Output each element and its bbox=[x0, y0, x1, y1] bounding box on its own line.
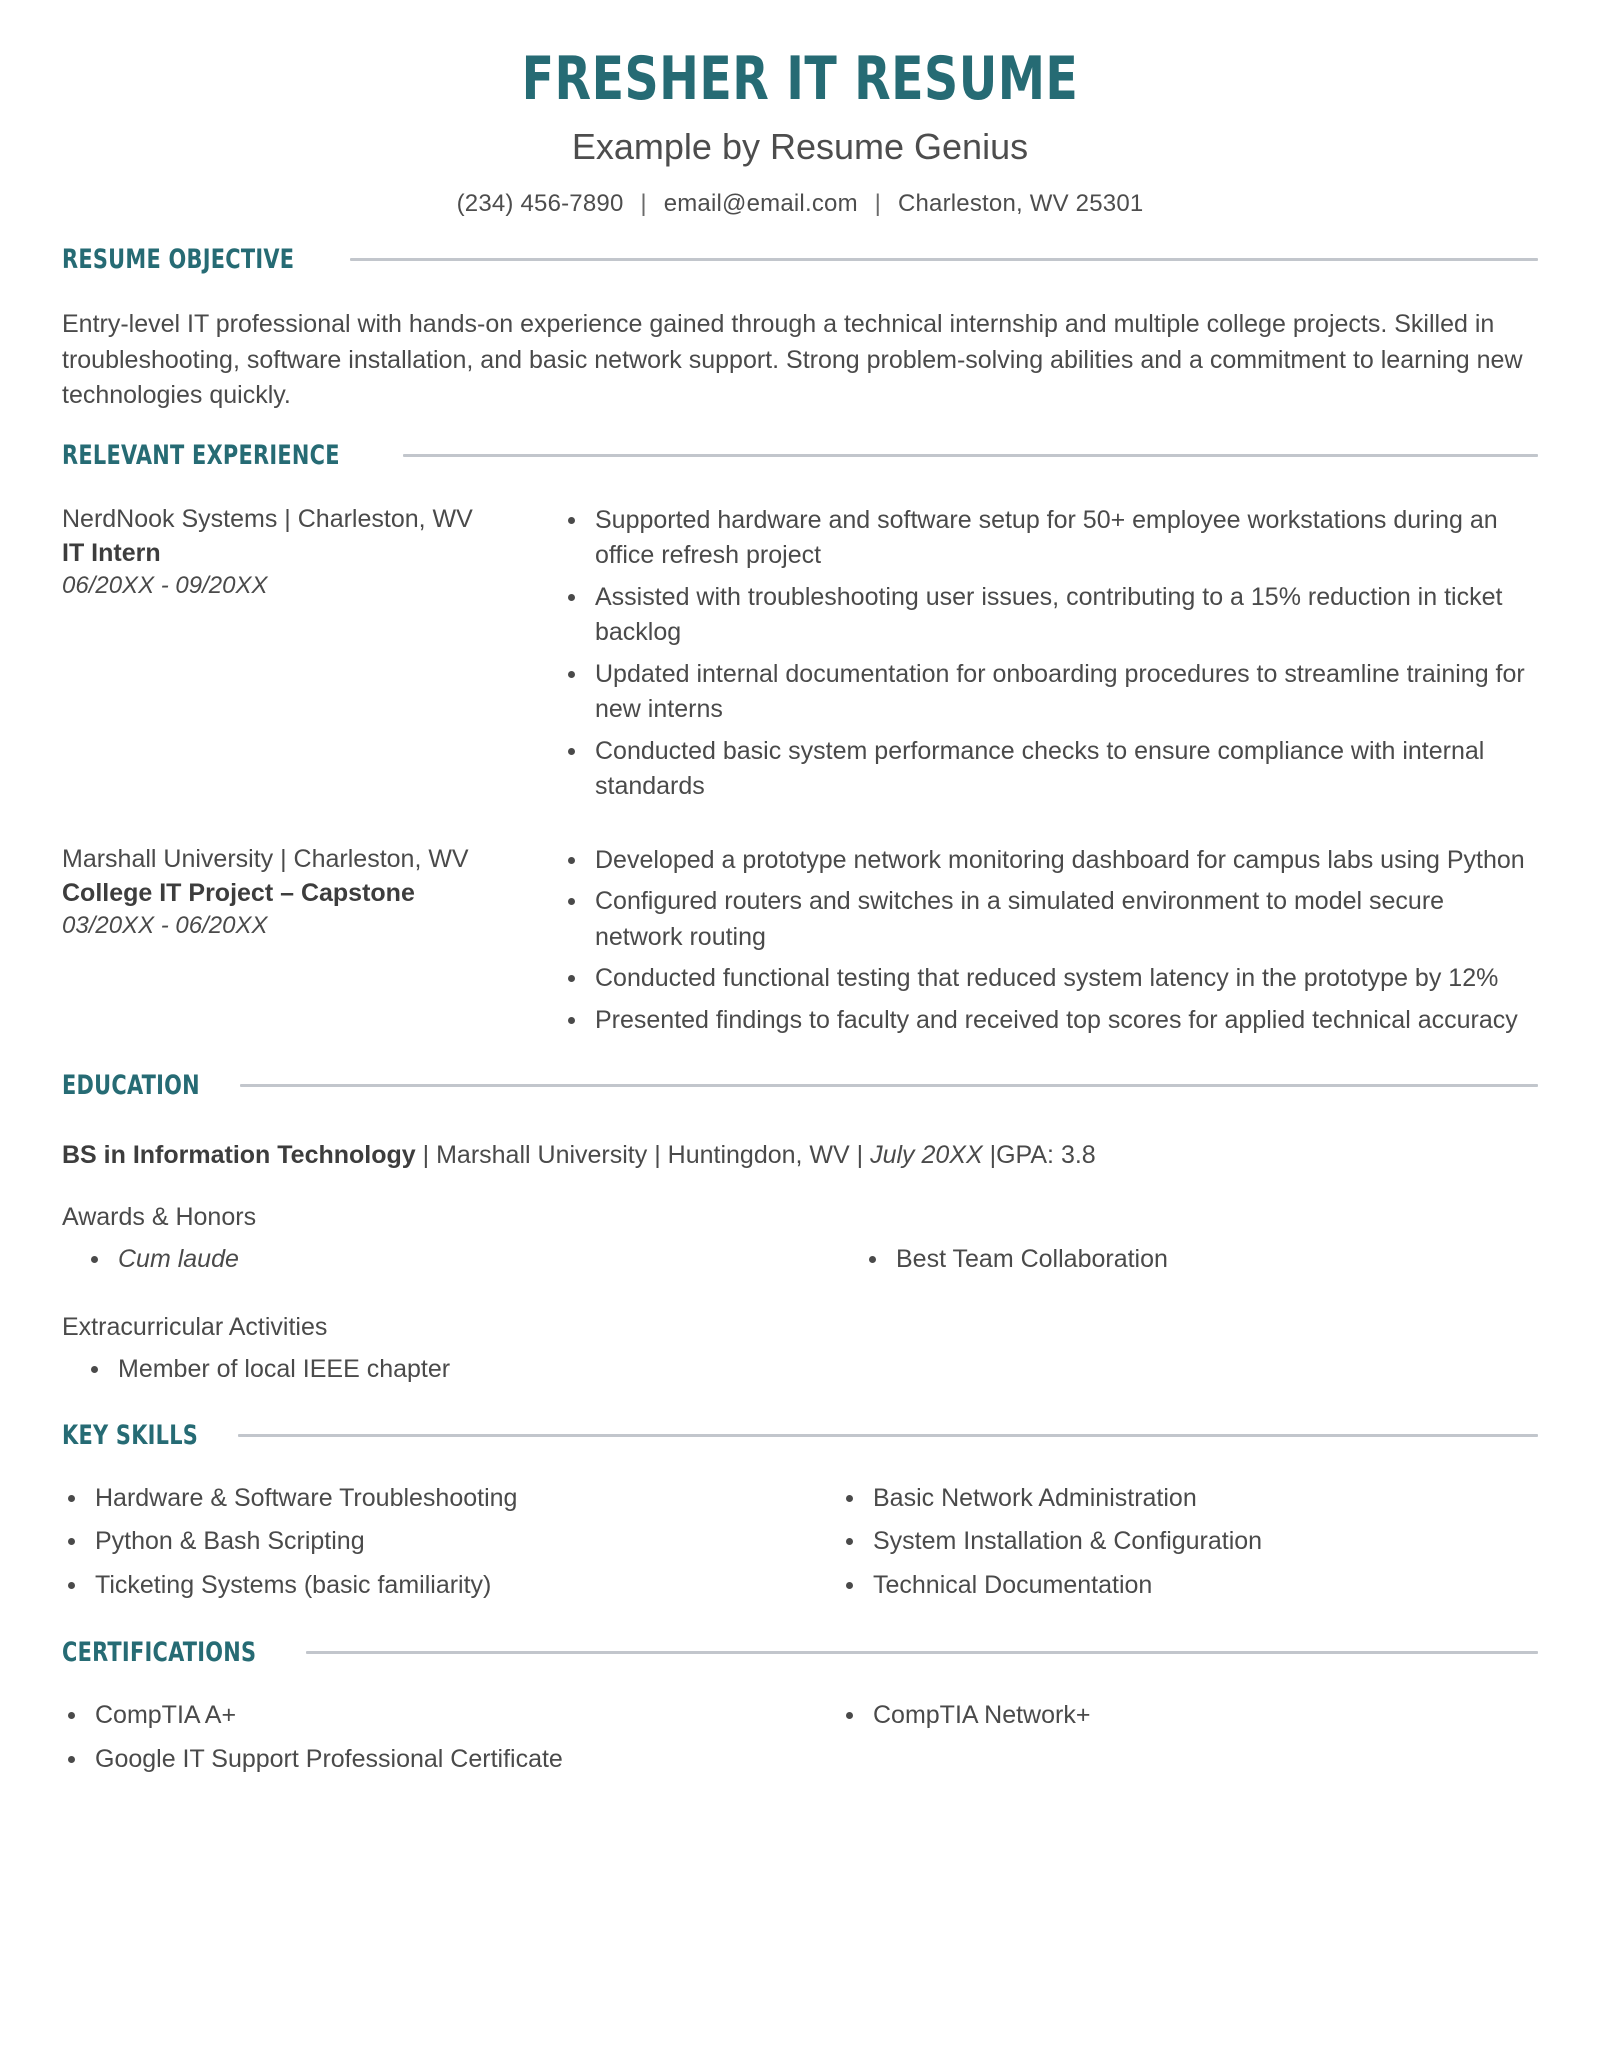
contact-phone: (234) 456-7890 bbox=[456, 190, 624, 218]
experience-bullets bbox=[562, 503, 1538, 811]
list-item: Technical Documentation bbox=[840, 1568, 1538, 1604]
list-item: CompTIA A+ bbox=[62, 1698, 800, 1734]
section-title-education: EDUCATION bbox=[62, 1070, 200, 1102]
resume-header bbox=[62, 44, 1538, 218]
list-item: Assisted with troubleshooting user issues, contributing to a 15% reduction in ticket backlog bbox=[562, 580, 1538, 651]
list-item: Python & Bash Scripting bbox=[62, 1524, 800, 1560]
degree-name: BS in Information Technology bbox=[62, 1141, 416, 1170]
degree-gpa: GPA: 3.8 bbox=[996, 1141, 1096, 1170]
list-item: Updated internal documentation for onboarding procedures to streamline training for new interns bbox=[562, 657, 1538, 728]
bullet-list bbox=[62, 1698, 800, 1777]
degree-separator: | bbox=[647, 1141, 668, 1170]
section-title-skills: KEY SKILLS bbox=[62, 1419, 199, 1451]
list-item: Google IT Support Professional Certificate bbox=[62, 1742, 800, 1778]
experience-entry bbox=[62, 843, 1538, 1045]
section-header bbox=[62, 244, 1538, 275]
list-item: Developed a prototype network monitoring dashboard for campus labs using Python bbox=[562, 843, 1538, 879]
experience-company: Marshall University | Charleston, WV bbox=[62, 844, 469, 873]
awards-columns bbox=[62, 1242, 1538, 1284]
bullet-list bbox=[62, 1242, 800, 1278]
experience-dates: 06/20XX - 09/20XX bbox=[62, 571, 268, 599]
degree-line bbox=[62, 1139, 1538, 1173]
section-divider bbox=[306, 1651, 1538, 1654]
section-header bbox=[62, 1070, 1538, 1101]
list-item: Best Team Collaboration bbox=[840, 1242, 1538, 1278]
section-header bbox=[62, 440, 1538, 471]
list-item: Conducted functional testing that reduced system latency in the prototype by 12% bbox=[562, 961, 1538, 997]
list-item: System Installation & Configuration bbox=[840, 1524, 1538, 1560]
section-title-certifications: CERTIFICATIONS bbox=[62, 1637, 257, 1669]
degree-location: Huntingdon, WV bbox=[667, 1141, 850, 1170]
awards-label: Awards & Honors bbox=[62, 1202, 257, 1231]
section-divider bbox=[240, 1084, 1538, 1087]
experience-bullets bbox=[562, 843, 1538, 1045]
experience-meta bbox=[62, 503, 562, 811]
list-item: Hardware & Software Troubleshooting bbox=[62, 1481, 800, 1517]
degree-separator: | bbox=[849, 1141, 871, 1170]
certifications-column-right bbox=[800, 1698, 1538, 1785]
activities-columns bbox=[62, 1352, 1538, 1394]
awards-column-right bbox=[800, 1242, 1538, 1284]
experience-role: College IT Project – Capstone bbox=[62, 878, 415, 907]
list-item: Presented findings to faculty and received top scores for applied technical accuracy bbox=[562, 1003, 1538, 1039]
activities-label: Extracurricular Activities bbox=[62, 1313, 328, 1342]
section-divider bbox=[350, 258, 1538, 261]
degree-date: July 20XX bbox=[870, 1141, 983, 1170]
section-header bbox=[62, 1420, 1538, 1451]
skills-column-right bbox=[800, 1481, 1538, 1612]
resume-subtitle: Example by Resume Genius bbox=[571, 126, 1029, 167]
section-relevant-experience bbox=[62, 440, 1538, 1045]
contact-email: email@email.com bbox=[663, 190, 858, 218]
activities-column-left bbox=[62, 1352, 800, 1394]
bullet-list bbox=[840, 1242, 1538, 1278]
list-item: Supported hardware and software setup for 50+ employee workstations during an office refresh project bbox=[562, 503, 1538, 574]
awards-column-left bbox=[62, 1242, 800, 1284]
section-key-skills bbox=[62, 1420, 1538, 1612]
contact-line bbox=[62, 190, 1538, 218]
list-item: Ticketing Systems (basic familiarity) bbox=[62, 1568, 800, 1604]
section-header bbox=[62, 1637, 1538, 1668]
degree-separator: | bbox=[415, 1141, 437, 1170]
experience-meta bbox=[62, 843, 562, 1045]
activities-column-right bbox=[800, 1352, 1538, 1394]
experience-dates: 03/20XX - 06/20XX bbox=[62, 911, 268, 939]
section-resume-objective bbox=[62, 244, 1538, 414]
section-education bbox=[62, 1070, 1538, 1394]
certifications-column-left bbox=[62, 1698, 800, 1785]
page-title: FRESHER IT RESUME bbox=[521, 44, 1079, 114]
skills-columns bbox=[62, 1481, 1538, 1612]
section-title-objective: RESUME OBJECTIVE bbox=[62, 244, 295, 276]
contact-location: Charleston, WV 25301 bbox=[897, 190, 1144, 218]
contact-separator: | bbox=[874, 190, 882, 218]
section-divider bbox=[238, 1434, 1538, 1437]
list-item: Conducted basic system performance checks to ensure compliance with internal standards bbox=[562, 734, 1538, 805]
degree-school: Marshall University bbox=[436, 1141, 648, 1170]
list-item: Basic Network Administration bbox=[840, 1481, 1538, 1517]
contact-separator: | bbox=[640, 190, 647, 218]
skills-column-left bbox=[62, 1481, 800, 1612]
bullet-list bbox=[840, 1481, 1538, 1604]
experience-company: NerdNook Systems | Charleston, WV bbox=[62, 504, 473, 533]
section-divider bbox=[403, 454, 1538, 457]
degree-separator: | bbox=[982, 1141, 997, 1170]
list-item: Configured routers and switches in a simulated environment to model secure network routing bbox=[562, 884, 1538, 955]
list-item: Member of local IEEE chapter bbox=[62, 1352, 800, 1388]
objective-text: Entry-level IT professional with hands-on experience gained through a technical internship and multiple college projects. Skilled in troubleshooting, software installation, and basic network support. Strong problem-solving abilities and a commitment to learning new technologies quickly. bbox=[62, 310, 1523, 410]
experience-role: IT Intern bbox=[62, 538, 161, 567]
section-title-experience: RELEVANT EXPERIENCE bbox=[62, 439, 340, 471]
bullet-list bbox=[562, 843, 1538, 1039]
bullet-list bbox=[62, 1352, 800, 1388]
certifications-columns bbox=[62, 1698, 1538, 1785]
section-certifications bbox=[62, 1637, 1538, 1785]
bullet-list bbox=[562, 503, 1538, 805]
experience-entry bbox=[62, 503, 1538, 811]
list-item: CompTIA Network+ bbox=[840, 1698, 1538, 1734]
bullet-list bbox=[840, 1698, 1538, 1734]
list-item: Cum laude bbox=[62, 1242, 800, 1278]
bullet-list bbox=[62, 1481, 800, 1604]
